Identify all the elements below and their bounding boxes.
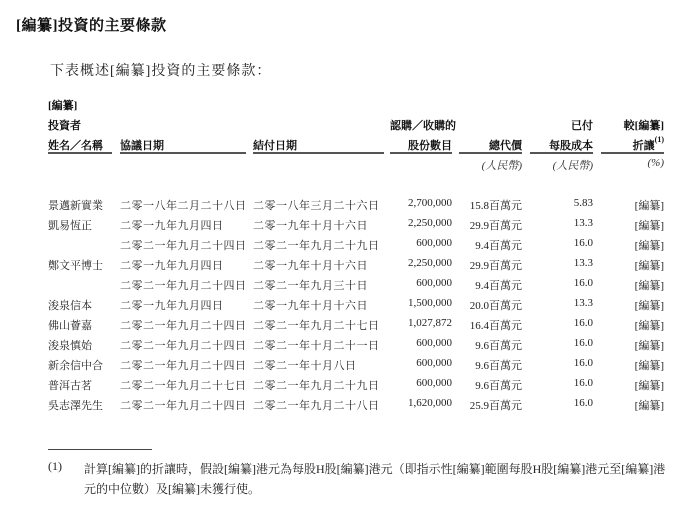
header-underline: [601, 152, 664, 154]
cell-agreement-date: 二零一八年二月二十八日: [120, 200, 247, 212]
unit-discount: (%): [647, 157, 664, 169]
cell-consideration: 16.4百萬元: [469, 320, 522, 332]
header-underline: [120, 152, 246, 154]
cell-cost: 16.0: [573, 237, 593, 249]
table-row: [0, 297, 693, 317]
cell-discount: [編纂]: [634, 280, 664, 292]
cell-consideration: 25.9百萬元: [469, 400, 522, 412]
header-discount-line1: 較[編纂]: [623, 120, 664, 132]
cell-cost: 16.0: [573, 357, 593, 369]
cell-shares: 600,000: [416, 237, 452, 249]
cell-investor: 浚泉慎始: [48, 340, 92, 352]
cell-shares: 2,250,000: [408, 217, 452, 229]
header-underline: [48, 152, 112, 154]
footnote-number: (1): [48, 459, 62, 473]
cell-cost: 16.0: [573, 377, 593, 389]
cell-shares: 600,000: [416, 357, 452, 369]
header-consideration: 總代價: [489, 140, 522, 152]
cell-discount: [編纂]: [634, 240, 664, 252]
header-discount-line2: [601, 137, 664, 153]
cell-investor: 凱易恆正: [48, 220, 92, 232]
header-group-label: [編纂]: [48, 100, 78, 112]
cell-agreement-date: 二零一九年九月四日: [120, 220, 224, 232]
cell-agreement-date: 二零一九年九月四日: [120, 260, 224, 272]
cell-shares: 2,250,000: [408, 257, 452, 269]
header-underline: [390, 152, 452, 154]
cell-investor: 佛山薈嘉: [48, 320, 92, 332]
cell-shares: 600,000: [416, 277, 452, 289]
table-row: [0, 237, 693, 257]
header-discount-text: 折讓: [632, 140, 655, 152]
intro-paragraph: 下表概述[編纂]投資的主要條款：: [50, 64, 272, 79]
table-row: [0, 317, 693, 337]
cell-completion-date: 二零一八年三月二十六日: [253, 200, 380, 212]
footnote-divider: [48, 449, 152, 450]
cell-investor: 新余信中合: [48, 360, 103, 372]
cell-investor: 景邁新實業: [48, 200, 103, 212]
cell-discount: [編纂]: [634, 220, 664, 232]
cell-completion-date: 二零一九年十月十六日: [253, 260, 368, 272]
cell-completion-date: 二零二一年九月二十七日: [253, 320, 380, 332]
table-row: [0, 337, 693, 357]
cell-shares: 600,000: [416, 377, 452, 389]
cell-cost: 16.0: [573, 337, 593, 349]
table-row: [0, 377, 693, 397]
cell-agreement-date: 二零二一年九月二十四日: [120, 360, 247, 372]
cell-consideration: 9.4百萬元: [475, 240, 522, 252]
cell-agreement-date: 二零二一年九月二十四日: [120, 340, 247, 352]
header-agreement-date: 協議日期: [120, 140, 164, 152]
table-row: [0, 257, 693, 277]
header-cost-line1: 已付: [571, 120, 593, 132]
cell-discount: [編纂]: [634, 260, 664, 272]
cell-consideration: 9.6百萬元: [475, 340, 522, 352]
cell-cost: 16.0: [573, 317, 593, 329]
unit-cost: (人民幣): [552, 160, 593, 172]
cell-consideration: 20.0百萬元: [469, 300, 522, 312]
cell-agreement-date: 二零二一年九月二十四日: [120, 240, 247, 252]
cell-investor: 吳志澤先生: [48, 400, 103, 412]
cell-agreement-date: 二零二一年九月二十四日: [120, 400, 247, 412]
cell-cost: 13.3: [573, 217, 593, 229]
footnote-text: 計算[編纂]的折讓時，假設[編纂]港元為每股H股[編纂]港元（即指示性[編纂]範圍每股H股[編纂]港元至[編纂]港元的中位數）及[編纂]未獲行使。: [84, 462, 666, 496]
cell-consideration: 9.6百萬元: [475, 380, 522, 392]
cell-cost: 16.0: [573, 277, 593, 289]
header-investor-line1: 投資者: [48, 120, 81, 132]
cell-discount: [編纂]: [634, 200, 664, 212]
cell-agreement-date: 二零一九年九月四日: [120, 300, 224, 312]
cell-discount: [編纂]: [634, 340, 664, 352]
cell-cost: 5.83: [573, 197, 593, 209]
cell-consideration: 9.4百萬元: [475, 280, 522, 292]
cell-discount: [編纂]: [634, 400, 664, 412]
cell-completion-date: 二零一九年十月十六日: [253, 220, 368, 232]
header-shares-line1: 認購／收購的: [390, 120, 456, 132]
cell-completion-date: 二零一九年十月十六日: [253, 300, 368, 312]
header-underline: [459, 152, 522, 154]
cell-completion-date: 二零二一年九月二十九日: [253, 240, 380, 252]
cell-completion-date: 二零二一年十月八日: [253, 360, 357, 372]
table-row: [0, 357, 693, 377]
cell-consideration: 9.6百萬元: [475, 360, 522, 372]
cell-shares: 1,027,872: [408, 317, 452, 329]
header-investor-line2: 姓名／名稱: [48, 140, 103, 152]
cell-agreement-date: 二零二一年九月二十四日: [120, 280, 247, 292]
cell-consideration: 29.9百萬元: [469, 260, 522, 272]
cell-completion-date: 二零二一年九月二十九日: [253, 380, 380, 392]
cell-investor: 鄭文平博士: [48, 260, 103, 272]
cell-shares: 1,500,000: [408, 297, 452, 309]
cell-cost: 16.0: [573, 397, 593, 409]
cell-completion-date: 二零二一年九月二十八日: [253, 400, 380, 412]
header-shares-line2: 股份數目: [408, 140, 452, 152]
cell-agreement-date: 二零二一年九月二十四日: [120, 320, 247, 332]
header-completion-date: 結付日期: [253, 140, 297, 152]
cell-shares: 600,000: [416, 337, 452, 349]
cell-consideration: 29.9百萬元: [469, 220, 522, 232]
cell-consideration: 15.8百萬元: [469, 200, 522, 212]
cell-completion-date: 二零二一年十月二十一日: [253, 340, 380, 352]
cell-completion-date: 二零二一年九月三十日: [253, 280, 368, 292]
cell-agreement-date: 二零二一年九月二十七日: [120, 380, 247, 392]
cell-discount: [編纂]: [634, 360, 664, 372]
cell-discount: [編纂]: [634, 320, 664, 332]
cell-investor: 普洱古茗: [48, 380, 92, 392]
table-row: [0, 217, 693, 237]
cell-discount: [編纂]: [634, 300, 664, 312]
cell-cost: 13.3: [573, 297, 593, 309]
table-row: [0, 397, 693, 417]
cell-shares: 2,700,000: [408, 197, 452, 209]
cell-discount: [編纂]: [634, 380, 664, 392]
footnote-ref: (1): [654, 135, 664, 144]
section-title: [編纂]投資的主要條款: [16, 18, 167, 34]
header-cost-line2: 每股成本: [549, 140, 593, 152]
table-row: [0, 277, 693, 297]
header-underline: [253, 152, 384, 154]
table-row: [0, 197, 693, 217]
cell-cost: 13.3: [573, 257, 593, 269]
unit-consideration: (人民幣): [481, 160, 522, 172]
cell-investor: 浚泉信本: [48, 300, 92, 312]
header-underline: [530, 152, 593, 154]
cell-shares: 1,620,000: [408, 397, 452, 409]
